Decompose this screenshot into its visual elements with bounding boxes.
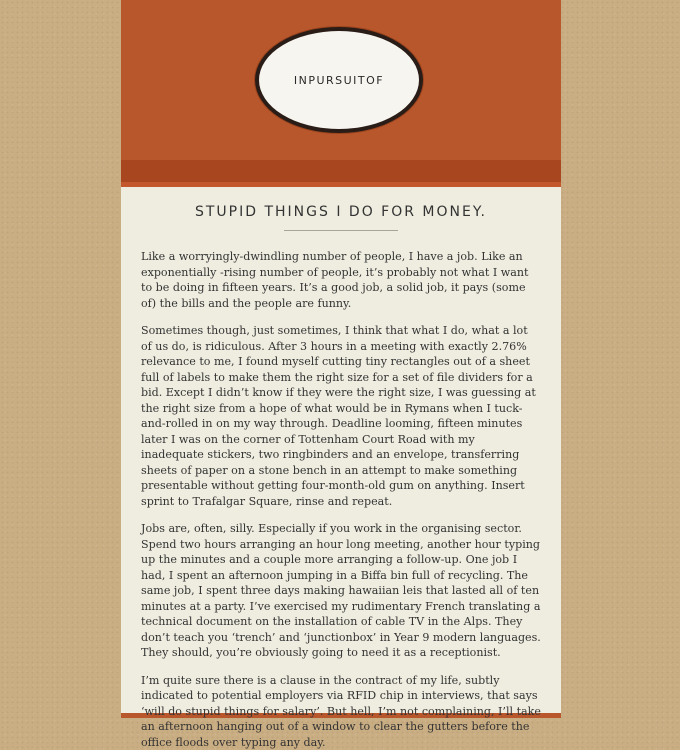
post-paragraph: Like a worryingly-dwindling number of people, I have a job. Like an exponentially -rising number of people, it’s probably not what I want to be doing in fifteen years. It’s a good job, a solid job, it pays (some of) the bills and the people are funny.: [141, 249, 541, 311]
post-title[interactable]: STUPID THINGS I DO FOR MONEY.: [141, 187, 541, 220]
post-body: [141, 249, 541, 750]
post-paragraph: I’m quite sure there is a clause in the contract of my life, subtly indicated to potential employers via RFID chip in interviews, that says ‘will do stupid things for salary’. But hell, I’m not complaining, I’ll take an afternoon hanging out of a window to clear the gutters before the office floods over typing any day.: [141, 673, 541, 750]
post-content: [121, 187, 561, 713]
post-paragraph: Jobs are, often, silly. Especially if you work in the organising sector. Spend two hours arranging an hour long meeting, another hour typing up the minutes and a couple more arranging a follow-up. One job I had, I spent an afternoon jumping in a Biffa bin full of recycling. The same job, I spent three days making hawaiian leis that lasted all of ten minutes at a party. I’ve exercised my rudimentary French translating a technical document on the installation of cable TV in the Alps. They don’t teach you ‘trench’ and ‘junctionbox’ in Year 9 modern languages. They should, you’re obviously going to need it as a receptionist.: [141, 521, 541, 661]
blog-logo-text: INPURSUITOF: [294, 74, 384, 87]
blog-column: [121, 0, 561, 718]
title-divider: [284, 230, 398, 231]
blog-logo-link[interactable]: [255, 27, 423, 133]
blog-header: [121, 0, 561, 160]
post-paragraph: Sometimes though, just sometimes, I think that what I do, what a lot of us do, is ridiculous. After 3 hours in a meeting with exactly 2.76% relevance to me, I found myself cutting tiny rectangles out of a sheet full of labels to make them the right size for a set of file dividers for a bid. Except I didn’t know if they were the right size, I was guessing at the right size from a hope of what would be in Rymans when I tuck-and-rolled in on my way through. Deadline looming, fifteen minutes later I was on the corner of Tottenham Court Road with my inadequate stickers, two ringbinders and an envelope, transferring sheets of paper on a stone bench in an attempt to make something presentable without getting four-month-old gum on anything. Insert sprint to Trafalgar Square, rinse and repeat.: [141, 323, 541, 509]
header-band: [121, 160, 561, 187]
